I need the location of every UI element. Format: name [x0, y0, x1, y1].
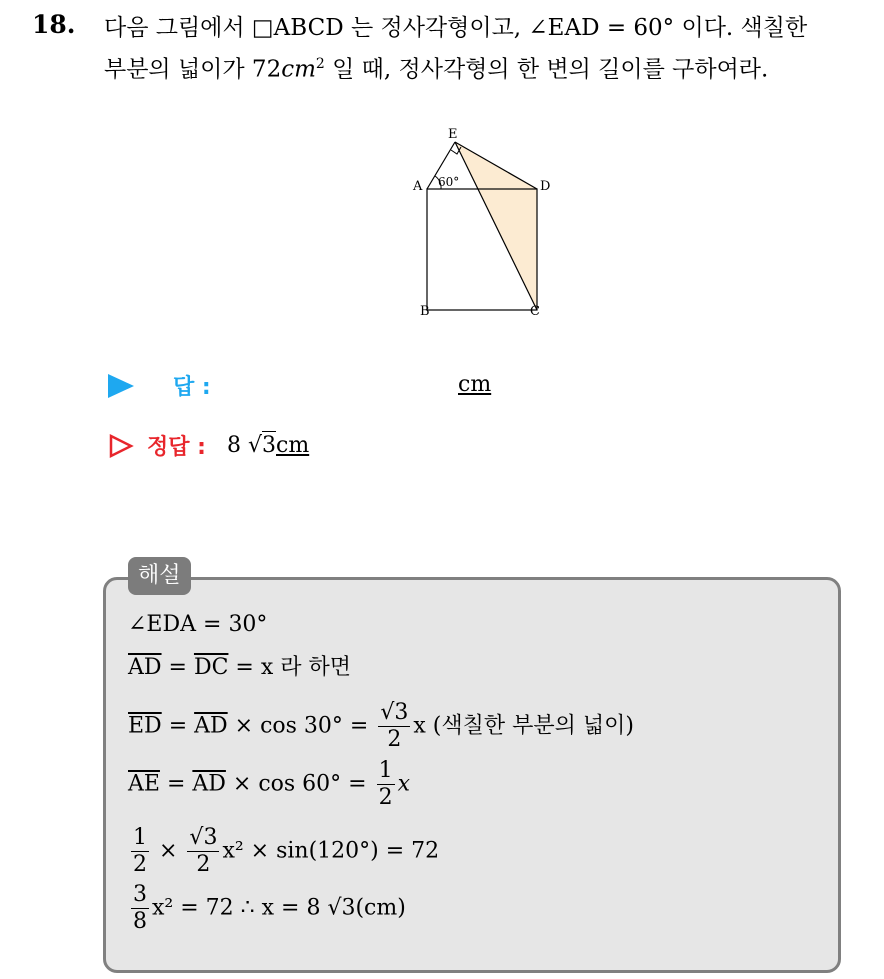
solution-line-2 [128, 650, 351, 681]
problem-number: 18. [32, 10, 76, 39]
problem-line-2-b: 일 때, 정사각형의 한 변의 길이를 구하여라. [324, 56, 769, 83]
solution-line-6 [128, 882, 406, 935]
correct-coef: 8 [226, 433, 241, 458]
solution-line-4 [128, 758, 410, 811]
overline-ae: $\overline{AE}$ [128, 771, 160, 797]
label-b: B [420, 304, 430, 319]
eq: = [159, 771, 193, 797]
label-angle: 60° [438, 175, 460, 189]
overline-ed: $\overline{ED}$ [128, 713, 162, 739]
eq: = [161, 713, 195, 739]
answer-label: 답 : [173, 375, 211, 400]
solution-line-6-tail: x² = 72 ∴ x = 8 √3(cm) [152, 895, 406, 921]
solution-line-4-tail: x [397, 771, 411, 797]
problem-unit: cm [281, 56, 316, 83]
problem-unit-exp: 2 [315, 56, 325, 72]
fraction [131, 882, 149, 935]
geometry-figure [404, 124, 564, 324]
solution-line-3-tail: x (색칠한 부분의 넓이) [413, 713, 634, 739]
solution-line-4-mid: × cos 60° = [225, 771, 374, 797]
label-d: D [540, 179, 551, 194]
problem-text [104, 10, 807, 88]
fraction-denominator: 2 [387, 727, 402, 752]
fraction-denominator: 2 [196, 852, 211, 877]
overline-dc: $\overline{DC}$ [193, 655, 229, 680]
correct-radical: 3 [262, 433, 276, 458]
times: × [152, 838, 185, 864]
fraction-denominator: 2 [133, 852, 147, 877]
answer-row [108, 370, 492, 401]
overline-ad: $\overline{AD}$ [128, 655, 162, 680]
correct-label: 정답 : [147, 435, 206, 460]
solution-line-1: ∠EDA = 30° [128, 612, 268, 637]
solution-line-3-mid: × cos 30° = [227, 713, 376, 739]
fraction [378, 700, 410, 753]
fraction-numerator: 1 [133, 825, 147, 850]
answer-arrow-icon [108, 374, 134, 398]
eq: = [161, 655, 194, 680]
correct-value [227, 433, 309, 458]
correct-unit: cm [276, 433, 310, 458]
problem-line-2-a: 부분의 넓이가 72 [104, 56, 282, 83]
correct-answer-row [108, 430, 309, 461]
fraction-numerator: √3 [380, 700, 409, 725]
solution-line-3 [128, 700, 634, 753]
fraction-numerator: 1 [378, 758, 393, 783]
solution-tab: 해설 [128, 557, 191, 595]
label-e: E [448, 127, 458, 142]
sqrt-symbol: √3 [247, 433, 276, 458]
problem-line-1: 다음 그림에서 □ABCD 는 정사각형이고, ∠EAD = 60° 이다. 색칠한 [104, 15, 808, 41]
label-c: C [530, 304, 540, 319]
solution-line-5-tail: x² × sin(120°) = 72 [222, 838, 440, 864]
label-a: A [413, 179, 423, 194]
problem-line-2 [104, 46, 807, 88]
fraction [187, 825, 219, 878]
fraction [131, 825, 149, 878]
solution-line-2-rest: = x 라 하면 [228, 655, 352, 680]
fraction [377, 758, 395, 811]
correct-arrow-icon [108, 433, 134, 459]
fraction-denominator: 2 [378, 785, 393, 810]
overline-ad: $\overline{AD}$ [192, 771, 226, 797]
solution-line-5 [128, 825, 439, 878]
fraction-numerator: √3 [189, 825, 218, 850]
overline-ad: $\overline{AD}$ [194, 713, 228, 739]
fraction-denominator: 8 [133, 909, 147, 934]
fraction-numerator: 3 [133, 882, 147, 907]
answer-blank[interactable]: cm [458, 372, 492, 397]
